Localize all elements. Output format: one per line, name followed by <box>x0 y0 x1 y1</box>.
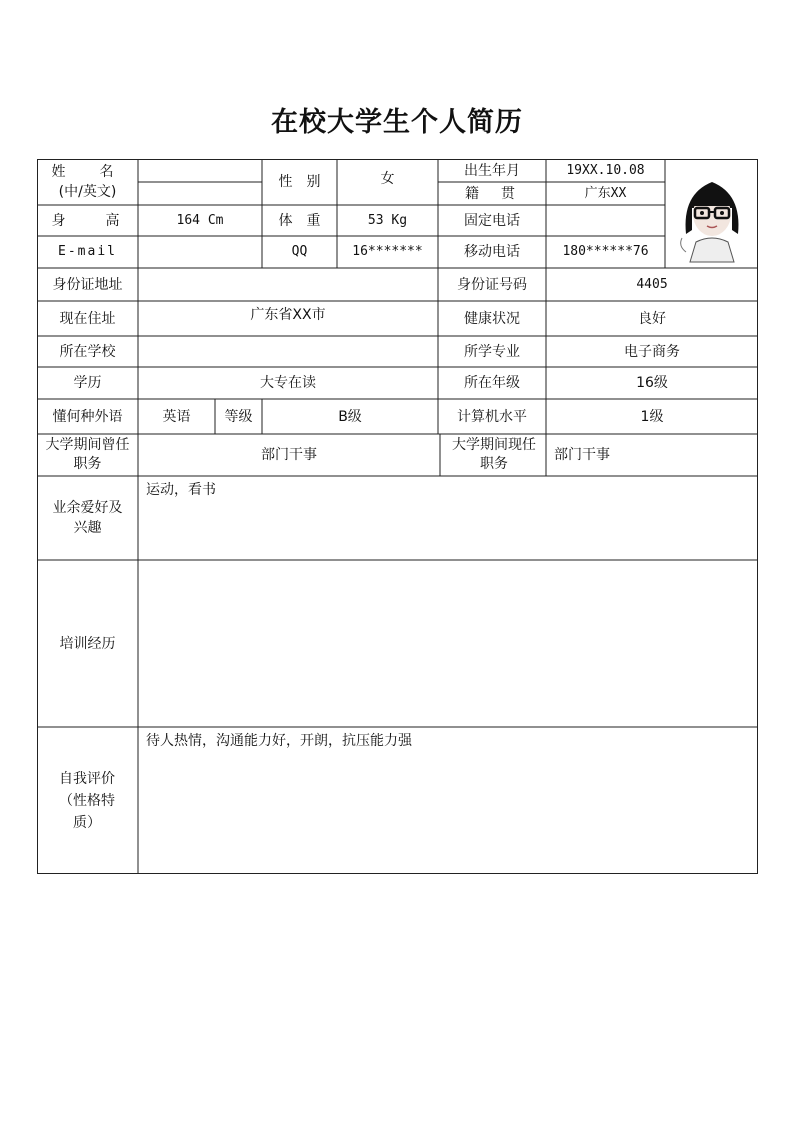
birth-label: 出生年月 <box>464 162 520 179</box>
qq-value[interactable]: 16******* <box>352 244 423 259</box>
name-cn-field[interactable] <box>138 159 262 182</box>
id-number-value[interactable]: 4405 <box>636 276 668 292</box>
qq-label: QQ <box>291 244 308 259</box>
self-evaluation-label: 自我评价（性格特质） <box>59 770 115 831</box>
major-label: 所学专业 <box>464 343 520 360</box>
name-en-field[interactable] <box>138 182 262 205</box>
name-label-text: 姓 名 <box>51 164 124 180</box>
computer-value[interactable]: 1级 <box>640 408 664 425</box>
page-title: 在校大学生个人简历 <box>271 107 523 138</box>
school-value[interactable] <box>138 336 438 367</box>
current-position-value[interactable]: 部门干事 <box>554 447 610 463</box>
landline-label: 固定电话 <box>464 212 520 229</box>
education-value[interactable]: 大专在读 <box>260 375 316 391</box>
school-label: 所在学校 <box>59 343 116 360</box>
past-position-value[interactable]: 部门干事 <box>261 447 317 463</box>
grade-label: 所在年级 <box>464 375 520 391</box>
native-place-label: 籍 贯 <box>465 185 519 202</box>
email-value[interactable] <box>138 236 262 268</box>
gender-value[interactable]: 女 <box>380 171 395 187</box>
health-label: 健康状况 <box>464 310 520 327</box>
health-value[interactable]: 良好 <box>638 310 666 327</box>
language-level-label: 等级 <box>224 408 253 425</box>
height-value[interactable]: 164 Cm <box>176 212 224 228</box>
training-value[interactable] <box>138 560 758 727</box>
computer-label: 计算机水平 <box>457 408 527 425</box>
training-label: 培训经历 <box>59 635 116 652</box>
native-place-value[interactable]: 广东XX <box>584 185 627 201</box>
hobbies-value[interactable]: 运动，看书 <box>146 482 216 498</box>
photo-cell <box>665 159 758 268</box>
name-label <box>37 159 138 205</box>
email-label: E-mail <box>58 244 117 259</box>
language-label: 懂何种外语 <box>52 408 123 425</box>
id-number-label: 身份证号码 <box>457 276 527 293</box>
self-evaluation-value[interactable]: 待人热情，沟通能力好，开朗，抗压能力强 <box>146 733 412 749</box>
gender-label: 性 别 <box>278 174 321 190</box>
weight-label: 体 重 <box>278 212 321 229</box>
education-label: 学历 <box>73 375 102 391</box>
major-value[interactable]: 电子商务 <box>624 343 680 360</box>
grade-value[interactable]: 16级 <box>636 375 668 391</box>
landline-value[interactable] <box>546 205 665 236</box>
weight-value[interactable]: 53 Kg <box>367 212 408 228</box>
language-value[interactable]: 英语 <box>162 408 191 425</box>
mobile-value[interactable]: 180******76 <box>562 244 649 259</box>
height-label: 身 高 <box>51 212 124 229</box>
avatar-cartoon-girl-icon <box>672 164 752 264</box>
current-address-label: 现在住址 <box>59 310 116 327</box>
language-level-value[interactable]: B级 <box>338 408 362 425</box>
resume-table <box>37 159 758 874</box>
current-position-label: 大学期间现任职务 <box>452 437 536 472</box>
birth-value[interactable]: 19XX.10.08 <box>566 162 645 178</box>
past-position-label: 大学期间曾任职务 <box>45 437 130 472</box>
mobile-label: 移动电话 <box>464 244 520 260</box>
name-sublabel-text: (中/英文) <box>58 184 117 200</box>
hobbies-label: 业余爱好及兴趣 <box>52 500 123 536</box>
id-address-label: 身份证地址 <box>52 276 123 293</box>
current-address-value[interactable]: 广东省XX市 <box>250 307 326 323</box>
id-address-value[interactable] <box>138 268 438 301</box>
